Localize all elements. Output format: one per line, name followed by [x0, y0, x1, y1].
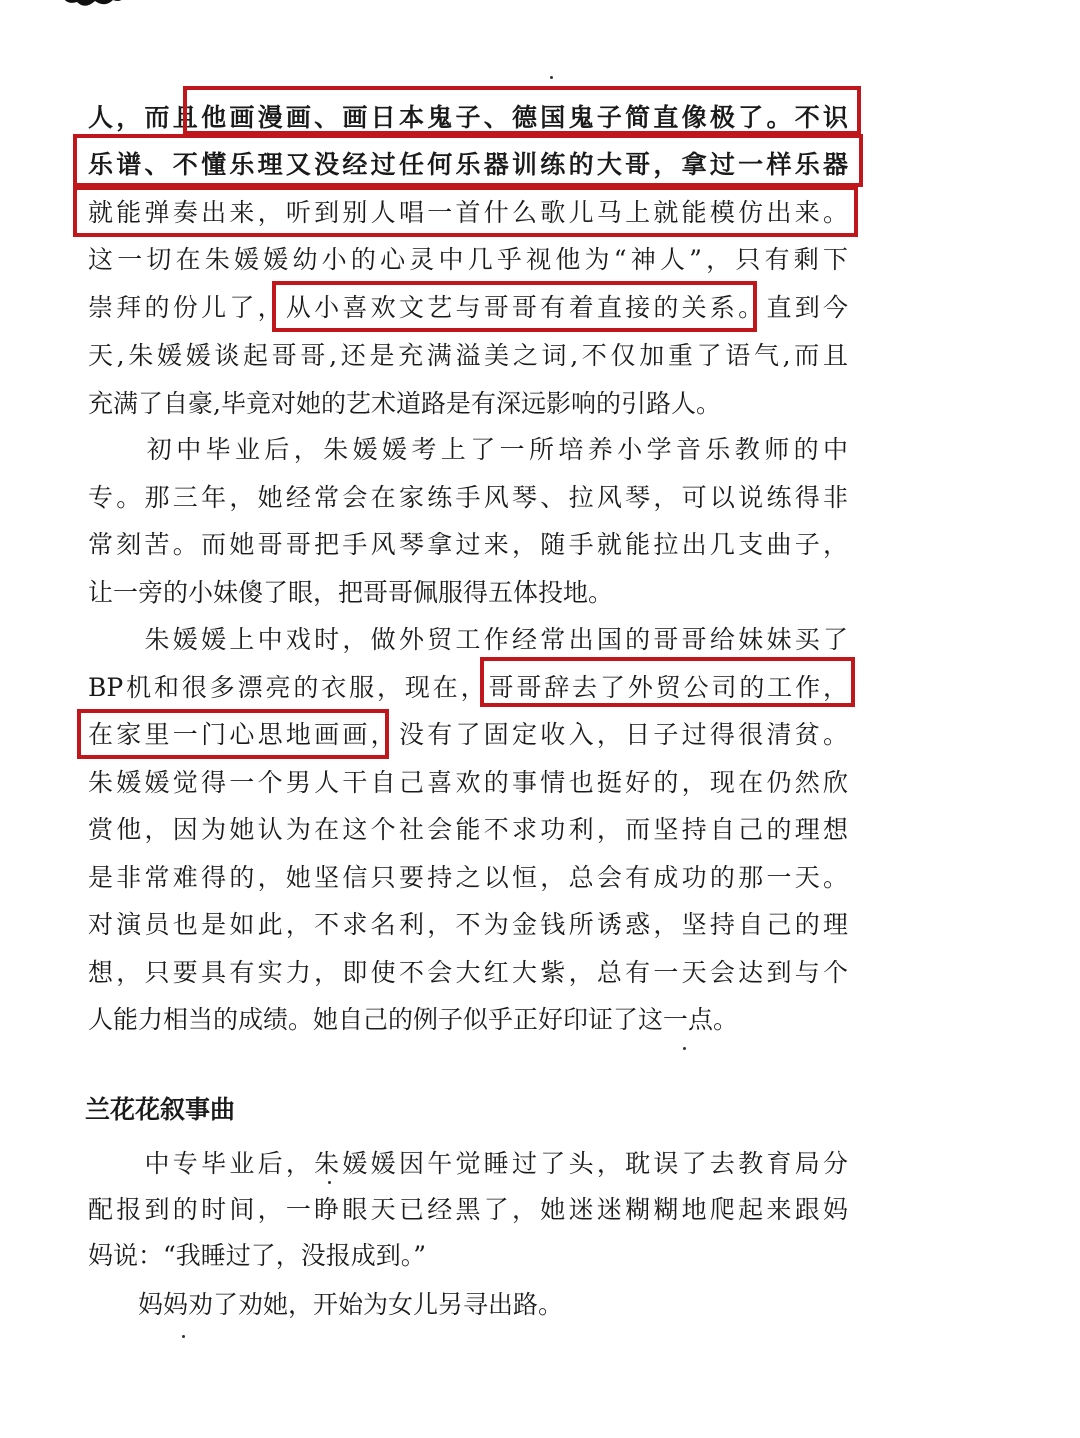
text-line: 赏他，因为她认为在这个社会能不求功利，而坚持自己的理想: [88, 815, 848, 844]
text-line: 对演员也是如此，不求名利，不为金钱所诱惑，坚持自己的理: [88, 910, 848, 939]
text-line: 专。那三年，她经常会在家练手风琴、拉风琴，可以说练得非: [88, 483, 848, 512]
text-line: 人能力相当的成绩。她自己的例子似乎正好印证了这一点。: [88, 1005, 739, 1034]
section-heading: 兰花花叙事曲: [85, 1095, 236, 1124]
text-line: 中专毕业后，朱媛媛因午觉睡过了头，耽误了去教育局分: [88, 1149, 848, 1178]
scan-speck: [550, 76, 553, 79]
text-line: 天,朱媛媛谈起哥哥,还是充满溢美之词,不仅加重了语气,而且: [88, 341, 848, 370]
text-line: BP机和很多漂亮的衣服，现在，哥哥辞去了外贸公司的工作，: [88, 673, 848, 702]
text-line: 乐谱、不懂乐理又没经过任何乐器训练的大哥，拿过一样乐器: [88, 150, 848, 179]
text-line: 就能弹奏出来，听到别人唱一首什么歌儿马上就能模仿出来。: [88, 198, 848, 227]
text-line: 是非常难得的，她坚信只要持之以恒，总会有成功的那一天。: [88, 863, 848, 892]
highlight-box: [73, 186, 858, 237]
scan-speck: [182, 1335, 185, 1338]
text-line: 想，只要具有实力，即使不会大红大紫，总有一天会达到与个: [88, 958, 848, 987]
text-line: 配报到的时间，一睁眼天已经黑了，她迷迷糊糊地爬起来跟妈: [88, 1195, 848, 1224]
text-line: 在家里一门心思地画画，没有了固定收入，日子过得很清贫。: [88, 720, 848, 749]
text-line: 初中毕业后，朱媛媛考上了一所培养小学音乐教师的中: [88, 435, 848, 464]
text-line: 崇拜的份儿了，从小喜欢文艺与哥哥有着直接的关系。直到今: [88, 293, 848, 322]
text-line: 这一切在朱媛媛幼小的心灵中几乎视他为“神人”，只有剩下: [88, 245, 848, 274]
text-line: 让一旁的小妹傻了眼，把哥哥佩服得五体投地。: [88, 578, 614, 607]
scan-speck: [683, 1047, 686, 1050]
text-line: 常刻苦。而她哥哥把手风琴拿过来，随手就能拉出几支曲子，: [88, 530, 848, 559]
ink-blot-mark: [55, 0, 130, 14]
text-line: 人，而且他画漫画、画日本鬼子、德国鬼子简直像极了。不识: [88, 103, 848, 132]
text-line: 妈说：“我睡过了，没报成到。”: [88, 1241, 427, 1270]
highlight-box: [77, 709, 389, 759]
highlight-box: [480, 657, 855, 707]
text-line: 妈妈劝了劝她，开始为女儿另寻出路。: [88, 1290, 564, 1319]
highlight-box: [272, 281, 757, 332]
text-line: 充满了自豪,毕竟对她的艺术道路是有深远影响的引路人。: [88, 389, 721, 418]
text-line: 朱媛媛觉得一个男人干自己喜欢的事情也挺好的，现在仍然欣: [88, 768, 848, 797]
highlight-box: [183, 86, 861, 135]
scan-speck: [328, 1181, 331, 1184]
text-line: 朱媛媛上中戏时，做外贸工作经常出国的哥哥给妹妹买了: [88, 625, 848, 654]
highlight-box: [73, 134, 863, 187]
